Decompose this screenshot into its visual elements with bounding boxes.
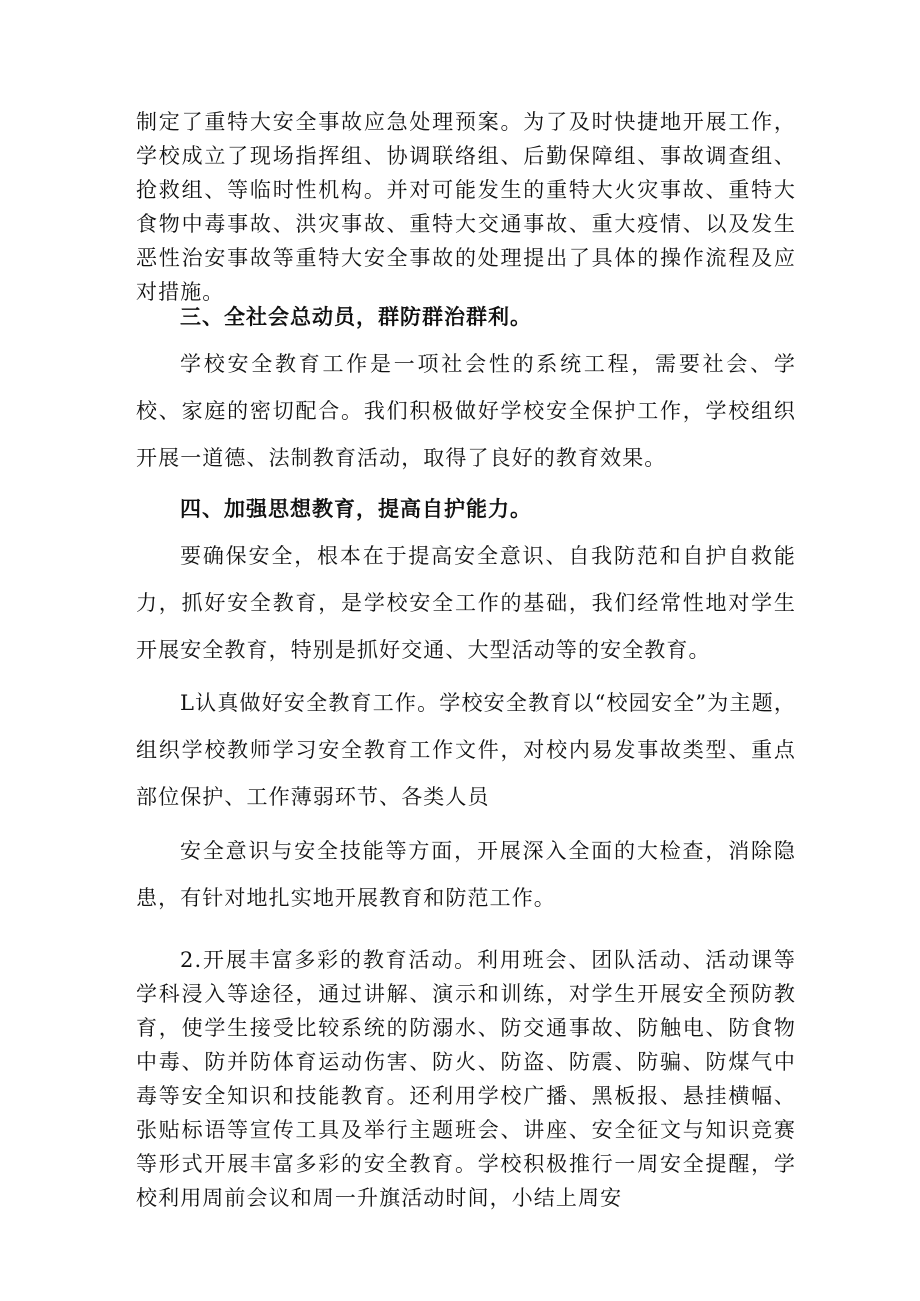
heading-section-four: 四、加强思想教育，提高自护能力。: [180, 496, 532, 521]
heading-section-three: 三、全社会总动员，群防群治群利。: [180, 304, 532, 329]
paragraph-safety-awareness: 要确保安全，根本在于提高安全意识、自我防范和自护自救能力，抓好安全教育，是学校安全工作的基础，我们经常性地对学生开展安全教育，特别是抓好交通、大型活动等的安全教育。: [136, 544, 796, 662]
paragraph-emergency-plan: 制定了重特大安全事故应急处理预案。为了及时快捷地开展工作，学校成立了现场指挥组、协调联络组、后勤保障组、事故调查组、抢救组、等临时性机构。并对可能发生的重特大火灾事故、重特大食物中毒事故、洪灾事故、重特大交通事故、重大疫情、以及发生恶性治安事故等重特大安全事故的处理提出了具体的操作流程及应对措施。: [136, 110, 796, 304]
paragraph-item-two: 2.开展丰富多彩的教育活动。利用班会、团队活动、活动课等学科浸入等途径，通过讲解、演示和训练，对学生开展安全预防教育，使学生接受比较系统的防溺水、防交通事故、防触电、防食物中毒、防并防体育运动伤害、防火、防盗、防震、防骗、防煤气中毒等安全知识和技能教育。还利用学校广播、黑板报、悬挂横幅、张贴标语等宣传工具及举行主题班会、讲座、安全征文与知识竞赛等形式开展丰富多彩的安全教育。学校积极推行一周安全提醒，学校利用周前会议和周一升旗活动时间，小结上周安: [136, 948, 796, 1210]
paragraph-item-one: L认真做好安全教育工作。学校安全教育以“校园安全”为主题，组织学校教师学习安全教育工作文件，对校内易发事故类型、重点部位保护、工作薄弱环节、各类人员: [136, 691, 796, 809]
paragraph-social-cooperation: 学校安全教育工作是一项社会性的系统工程，需要社会、学校、家庭的密切配合。我们积极做好学校安全保护工作，学校组织开展一道德、法制教育活动，取得了良好的教育效果。: [136, 352, 796, 470]
paragraph-item-one-continued: 安全意识与安全技能等方面，开展深入全面的大检查，消除隐患，有针对地扎实地开展教育和防范工作。: [136, 839, 796, 910]
